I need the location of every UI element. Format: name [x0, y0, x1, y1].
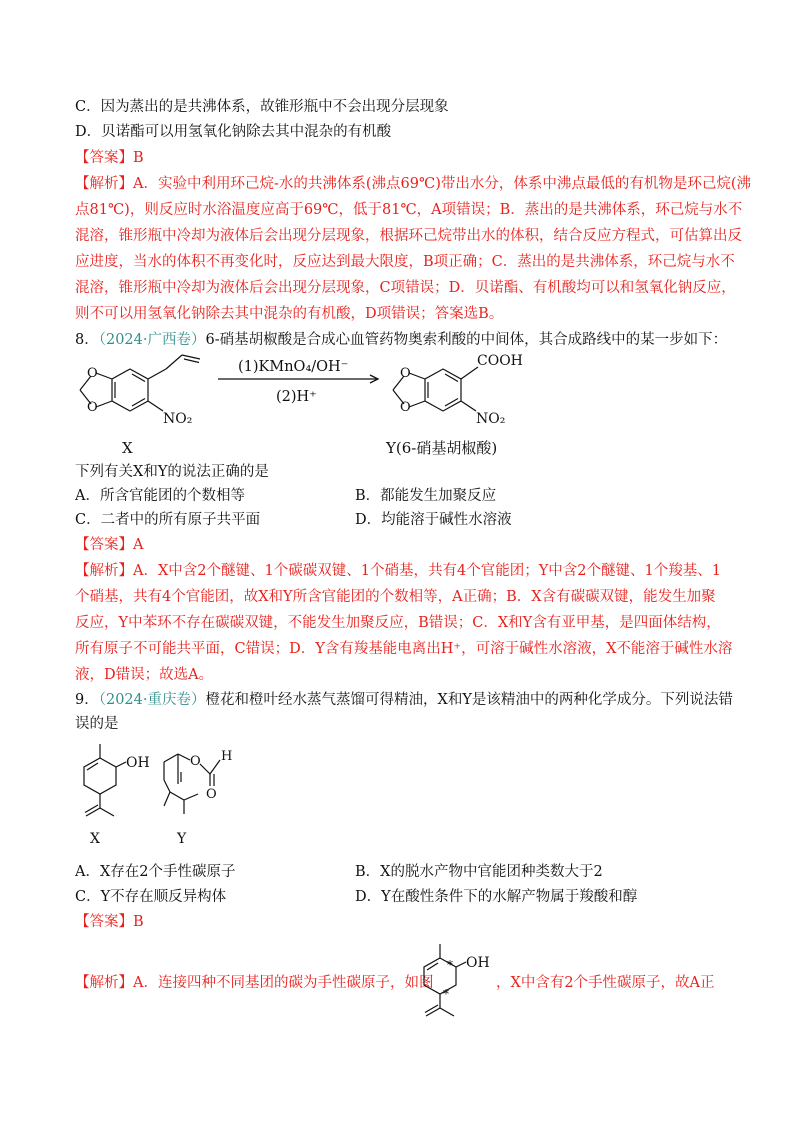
question-source: （2024·重庆卷） — [98, 692, 206, 708]
analysis-line: 则不可以用氢氧化钠除去其中混杂的有机酸，D项错误；答案选B。 — [75, 306, 504, 322]
atom-o: O — [400, 400, 411, 415]
analysis-prefix: 【解析】A．连接四种不同基团的碳为手性碳原子，如图 — [75, 975, 434, 991]
option-d: D．贝诺酯可以用氢氧化钠除去其中混杂的有机酸 — [75, 124, 392, 140]
question-text: 6-硝基胡椒酸是合成心血管药物奥索利酸的中间体，其合成路线中的某一步如下： — [205, 332, 728, 348]
analysis-line: 【解析】A．X中含2个醚键、1个碳碳双键、1个硝基，共有4个官能团；Y中含2个醚键、1个羧基、1 — [75, 563, 721, 579]
analysis-line: 点81℃)，则反应时水浴温度应高于69℃，低于81℃，A项错误；B．蒸出的是共沸体系，环己烷与水不 — [75, 202, 743, 218]
label-x: X — [122, 439, 133, 457]
analysis-line: 反应，Y中苯环不存在碳碳双键，不能发生加聚反应，B错误；C．X和Y含有亚甲基，是四面体结构， — [75, 615, 721, 631]
molecule-y — [393, 353, 523, 427]
chiral-mark: * — [447, 958, 453, 972]
chiral-mark: * — [443, 987, 449, 1001]
option-d: D．均能溶于碱性水溶液 — [355, 512, 512, 528]
atom-o: O — [190, 754, 201, 769]
hydroxyl-group: OH — [126, 755, 150, 771]
q9-structures — [60, 740, 280, 860]
label-y: Y(6-硝基胡椒酸) — [386, 439, 498, 457]
option-c: C．因为蒸出的是共沸体系，故锥形瓶中不会出现分层现象 — [75, 99, 449, 115]
atom-o: O — [87, 366, 98, 381]
question-text: 橙花和橙叶经水蒸气蒸馏可得精油，X和Y是该精油中的两种化学成分。下列说法错 — [205, 692, 733, 708]
atom-o: O — [87, 400, 98, 415]
hydroxyl-group: OH — [466, 955, 490, 971]
reaction-scheme — [0, 345, 800, 475]
option-b: B．都能发生加聚反应 — [355, 488, 497, 504]
chiral-carbon-diagram — [410, 940, 490, 1030]
answer: 【答案】A — [75, 537, 144, 553]
question-8-prompt: 下列有关X和Y的说法正确的是 — [75, 464, 269, 480]
option-c: C．Y不存在顺反异构体 — [75, 889, 227, 905]
carboxyl-group: COOH — [477, 353, 523, 369]
question-number: 9． — [75, 692, 99, 708]
option-a: A．所含官能团的个数相等 — [75, 488, 245, 504]
reagent-1: (1)KMnO₄/OH⁻ — [238, 359, 349, 375]
nitro-group: NO₂ — [476, 411, 506, 427]
analysis-line: 所有原子不可能共平面，C错误；D．Y含有羧基能电离出H⁺，可溶于碱性水溶液，X不能溶于碱性水溶 — [75, 641, 733, 657]
option-d: D．Y在酸性条件下的水解产物属于羧酸和醇 — [355, 889, 638, 905]
option-b: B．X的脱水产物中官能团种类数大于2 — [355, 864, 603, 880]
analysis-line: 个硝基，共有4个官能团，故X和Y所含官能团的个数相等，A正确；B．X含有碳碳双键，能发生加聚 — [75, 589, 716, 605]
atom-o: O — [206, 787, 217, 802]
molecule-x — [80, 355, 200, 427]
analysis-suffix: ，X中含有2个手性碳原子，故A正 — [496, 975, 715, 991]
molecule-x — [84, 744, 150, 816]
nitro-group: NO₂ — [163, 411, 193, 427]
reagent-2: (2)H⁺ — [276, 389, 317, 405]
answer: 【答案】B — [75, 914, 144, 930]
analysis-line: 混溶，锥形瓶中冷却为液体后会出现分层现象，C项错误；D．贝诺酯、有机酸均可以和氢氧化钠反应， — [75, 280, 736, 296]
option-c: C．二者中的所有原子共平面 — [75, 512, 261, 528]
label-x: X — [90, 831, 100, 847]
question-9-stem — [75, 690, 733, 710]
question-source: （2024·广西卷） — [98, 332, 206, 348]
label-y: Y — [177, 831, 187, 847]
answer: 【答案】B — [75, 150, 144, 166]
molecule-y — [164, 749, 232, 814]
analysis-line: 应进度，当水的体积不再变化时，反应达到最大限度，B项正确；C．蒸出的是共沸体系，环己烷与水不 — [75, 254, 735, 270]
atom-h: H — [221, 749, 233, 764]
question-9-stem-cont: 误的是 — [75, 716, 119, 732]
atom-o: O — [400, 366, 411, 381]
analysis-line: 液，D错误；故选A。 — [75, 667, 214, 683]
analysis-line: 混溶，锥形瓶中冷却为液体后会出现分层现象，根据环己烷带出水的体积，结合反应方程式，可估算出反 — [75, 228, 742, 244]
question-number: 8． — [75, 332, 99, 348]
option-a: A．X存在2个手性碳原子 — [75, 864, 236, 880]
analysis-line: 【解析】A．实验中利用环己烷-水的共沸体系(沸点69℃)带出水分，体系中沸点最低的有机物是环己烷(沸 — [75, 176, 752, 192]
